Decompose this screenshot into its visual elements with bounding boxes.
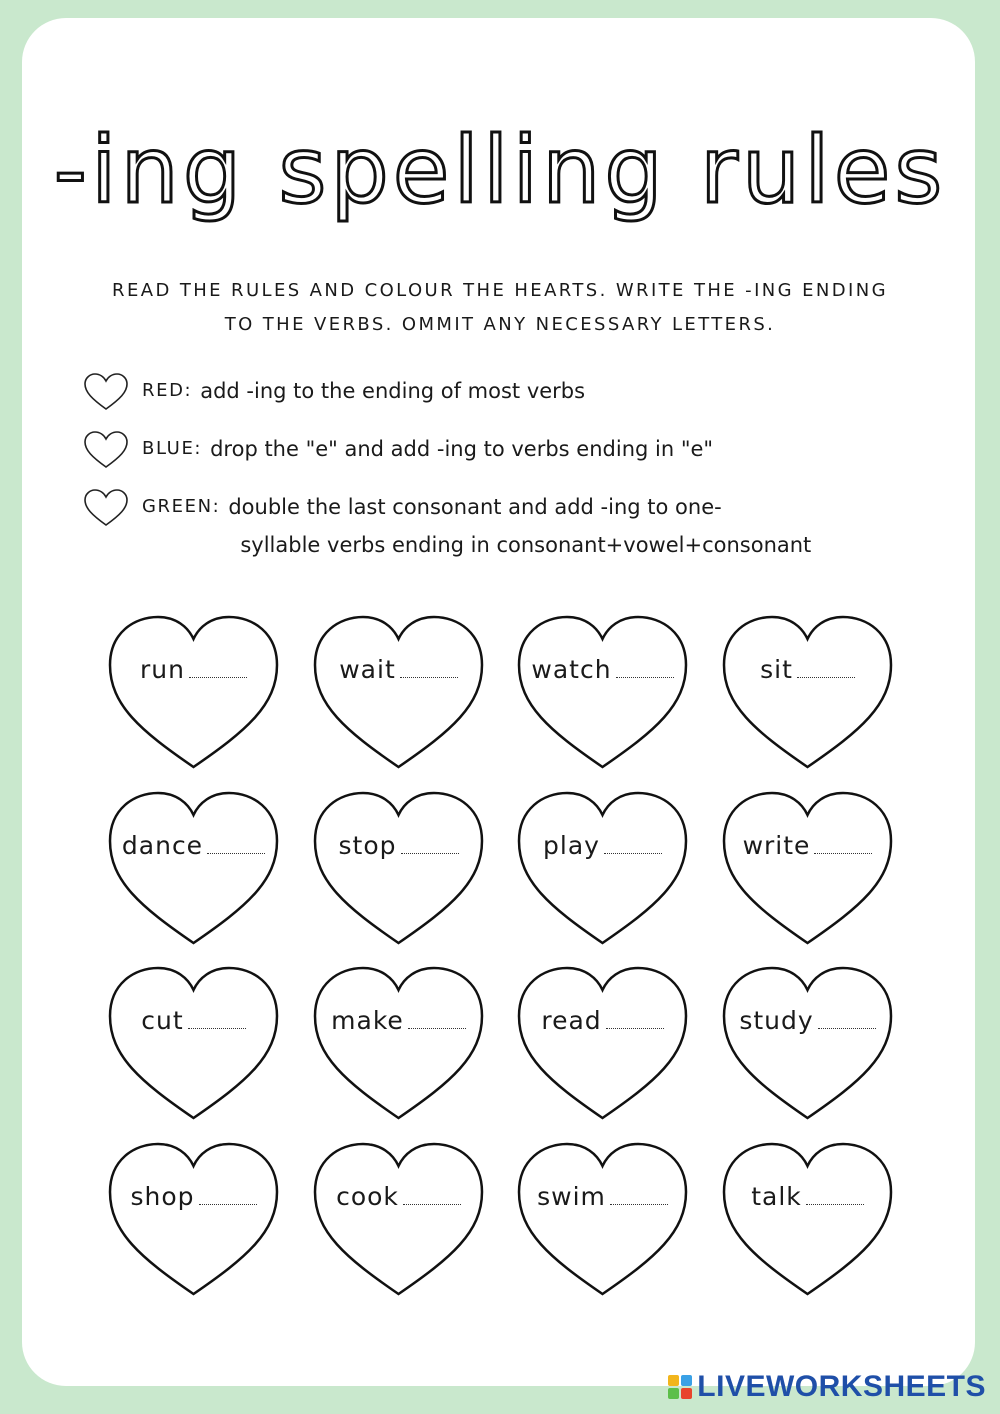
verb-heart[interactable]	[515, 964, 690, 1124]
heart-icon	[515, 789, 690, 949]
verb-label: write	[742, 831, 811, 860]
page-title-text: -ing spelling rules	[53, 120, 947, 224]
verb-heart[interactable]	[720, 964, 895, 1124]
heart-icon	[515, 964, 690, 1124]
verb-heart[interactable]	[106, 964, 281, 1124]
heart-icon	[106, 964, 281, 1124]
verb-label: read	[541, 1006, 602, 1035]
verb-label: sit	[760, 655, 793, 684]
verb-label: run	[140, 655, 185, 684]
heart-icon	[311, 613, 486, 773]
verb-label: shop	[130, 1182, 195, 1211]
answer-blank[interactable]	[814, 852, 872, 854]
instructions-line-1: READ THE RULES AND COLOUR THE HEARTS. WRITE THE -ING ENDING	[112, 280, 888, 301]
verb-label: watch	[531, 655, 612, 684]
verb-heart[interactable]	[515, 1140, 690, 1300]
verb-heart[interactable]	[720, 1140, 895, 1300]
liveworksheets-logo-icon	[667, 1374, 693, 1400]
verb-label: play	[543, 831, 600, 860]
instructions-line-2: TO THE VERBS. OMMIT ANY NECESSARY LETTERS.	[224, 314, 776, 335]
verb-label: talk	[751, 1182, 802, 1211]
answer-blank[interactable]	[806, 1203, 864, 1205]
rule-green-text-line-1: double the last consonant and add -ing to one-	[228, 495, 722, 519]
liveworksheets-brand: LIVEWORKSHEETS	[697, 1370, 986, 1403]
heart-icon	[311, 964, 486, 1124]
answer-blank[interactable]	[616, 676, 674, 678]
verb-label: stop	[338, 831, 397, 860]
verb-heart[interactable]	[311, 789, 486, 949]
heart-icon	[106, 1140, 281, 1300]
verb-label: cut	[141, 1006, 184, 1035]
verb-heart[interactable]	[106, 613, 281, 773]
heart-icon	[720, 613, 895, 773]
verb-heart[interactable]	[515, 789, 690, 949]
rule-green-label: GREEN:	[142, 496, 221, 517]
rule-green-text-line-2: syllable verbs ending in consonant+vowel+consonant	[240, 533, 812, 557]
heart-icon	[106, 789, 281, 949]
answer-blank[interactable]	[606, 1027, 664, 1029]
rule-blue-text: drop the "e" and add -ing to verbs ending in "e"	[210, 437, 714, 461]
verb-heart[interactable]	[720, 613, 895, 773]
verb-heart[interactable]	[720, 789, 895, 949]
verb-label: dance	[121, 831, 204, 860]
answer-blank[interactable]	[401, 852, 459, 854]
verb-label: study	[739, 1006, 814, 1035]
verb-heart[interactable]	[311, 613, 486, 773]
verb-label: make	[331, 1006, 404, 1035]
heart-icon	[106, 613, 281, 773]
verb-heart[interactable]	[311, 1140, 486, 1300]
heart-icon	[311, 1140, 486, 1300]
answer-blank[interactable]	[604, 852, 662, 854]
heart-icon	[720, 964, 895, 1124]
heart-icon	[515, 613, 690, 773]
answer-blank[interactable]	[403, 1203, 461, 1205]
verb-heart[interactable]	[106, 789, 281, 949]
rule-red-text: add -ing to the ending of most verbs	[200, 379, 586, 403]
answer-blank[interactable]	[199, 1203, 257, 1205]
heart-icon	[720, 1140, 895, 1300]
heart-icon	[515, 1140, 690, 1300]
answer-blank[interactable]	[400, 676, 458, 678]
answer-blank[interactable]	[408, 1027, 466, 1029]
answer-blank[interactable]	[189, 676, 247, 678]
verb-label: swim	[537, 1182, 606, 1211]
verb-label: cook	[336, 1182, 399, 1211]
heart-icon	[311, 789, 486, 949]
verb-heart[interactable]	[515, 613, 690, 773]
answer-blank[interactable]	[207, 852, 265, 854]
answer-blank[interactable]	[797, 676, 855, 678]
answer-blank[interactable]	[188, 1027, 246, 1029]
verb-label: wait	[339, 655, 396, 684]
rule-red-label: RED:	[142, 380, 193, 401]
heart-icon	[720, 789, 895, 949]
liveworksheets-logo[interactable]	[667, 1370, 986, 1404]
rule-blue-label: BLUE:	[142, 438, 203, 459]
verb-heart[interactable]	[106, 1140, 281, 1300]
answer-blank[interactable]	[610, 1203, 668, 1205]
answer-blank[interactable]	[818, 1027, 876, 1029]
verb-heart[interactable]	[311, 964, 486, 1124]
